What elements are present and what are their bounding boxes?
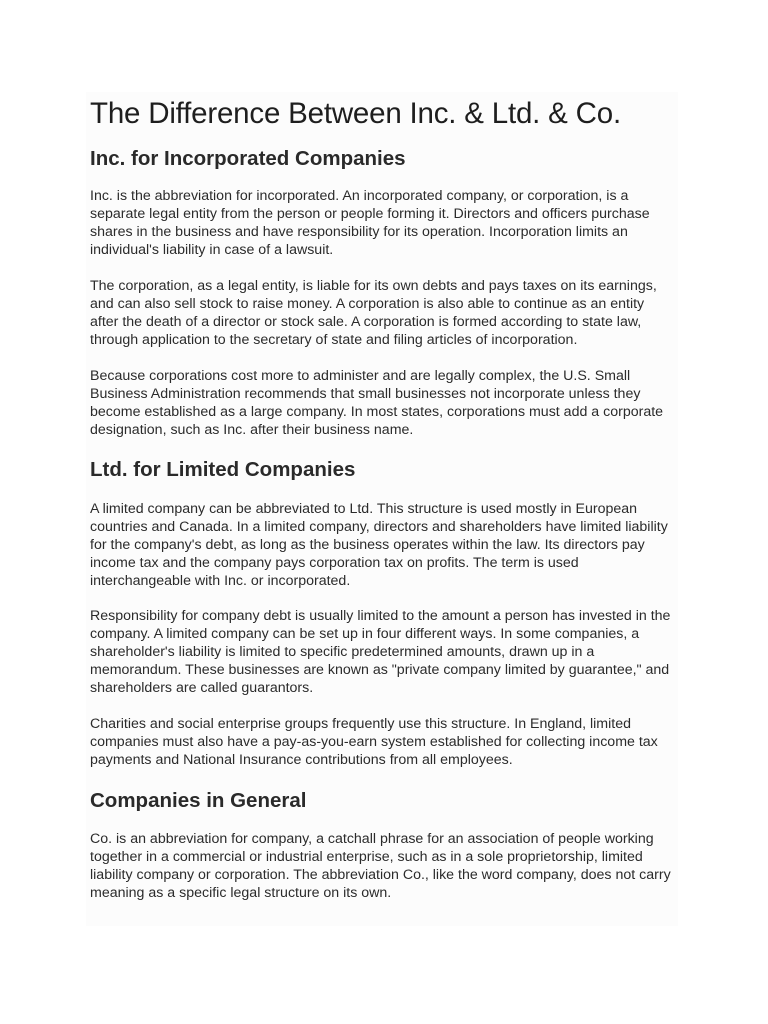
paragraph-ltd-1: A limited company can be abbreviated to Ltd. This structure is used mostly in European countries and Canada. In a limited company, directors and shareholders have limited liability for the company's debt, as long as the business operates within the law. Its directors pay income tax and the company pays corporation tax on profits. The term is used interchangeable with Inc. or incorporated. [90, 501, 668, 589]
paragraph-ltd-2: Responsibility for company debt is usually limited to the amount a person has invested in the company. A limited company can be set up in four different ways. In some companies, a shareholder's liability is limited to specific predetermined amounts, drawn up in a memorandum. These businesses are known as "private company limited by guarantee," and shareholders are called guarantors. [90, 608, 671, 696]
section-heading-ltd: Ltd. for Limited Companies [90, 458, 356, 481]
section-heading-inc: Inc. for Incorporated Companies [90, 147, 406, 170]
section-heading-co: Companies in General [90, 789, 307, 812]
paragraph-inc-3: Because corporations cost more to administer and are legally complex, the U.S. Small Business Administration recommends that small businesses not incorporate unless they become established as a large company. In most states, corporations must add a corporate designation, such as Inc. after their business name. [90, 368, 664, 438]
paragraph-co-1: Co. is an abbreviation for company, a catchall phrase for an association of people working together in a commercial or industrial enterprise, such as in a sole proprietorship, limited liability company or corporation. The abbreviation Co., like the word company, does not carry meaning as a specific legal structure on its own. [90, 831, 671, 901]
document-page [86, 92, 678, 926]
paragraph-inc-2: The corporation, as a legal entity, is liable for its own debts and pays taxes on its earnings, and can also sell stock to raise money. A corporation is also able to continue as an entity after the death of a director or stock sale. A corporation is formed according to state law, through application to the secretary of state and filing articles of incorporation. [90, 278, 657, 348]
document-title: The Difference Between Inc. & Ltd. & Co. [90, 97, 621, 130]
paragraph-ltd-3: Charities and social enterprise groups frequently use this structure. In England, limited companies must also have a pay-as-you-earn system established for collecting income tax payments and National Insurance contributions from all employees. [90, 716, 658, 768]
paragraph-inc-1: Inc. is the abbreviation for incorporated. An incorporated company, or corporation, is a separate legal entity from the person or people forming it. Directors and officers purchase shares in the business and have responsibility for its operation. Incorporation limits an individual's liability in case of a lawsuit. [90, 188, 650, 258]
